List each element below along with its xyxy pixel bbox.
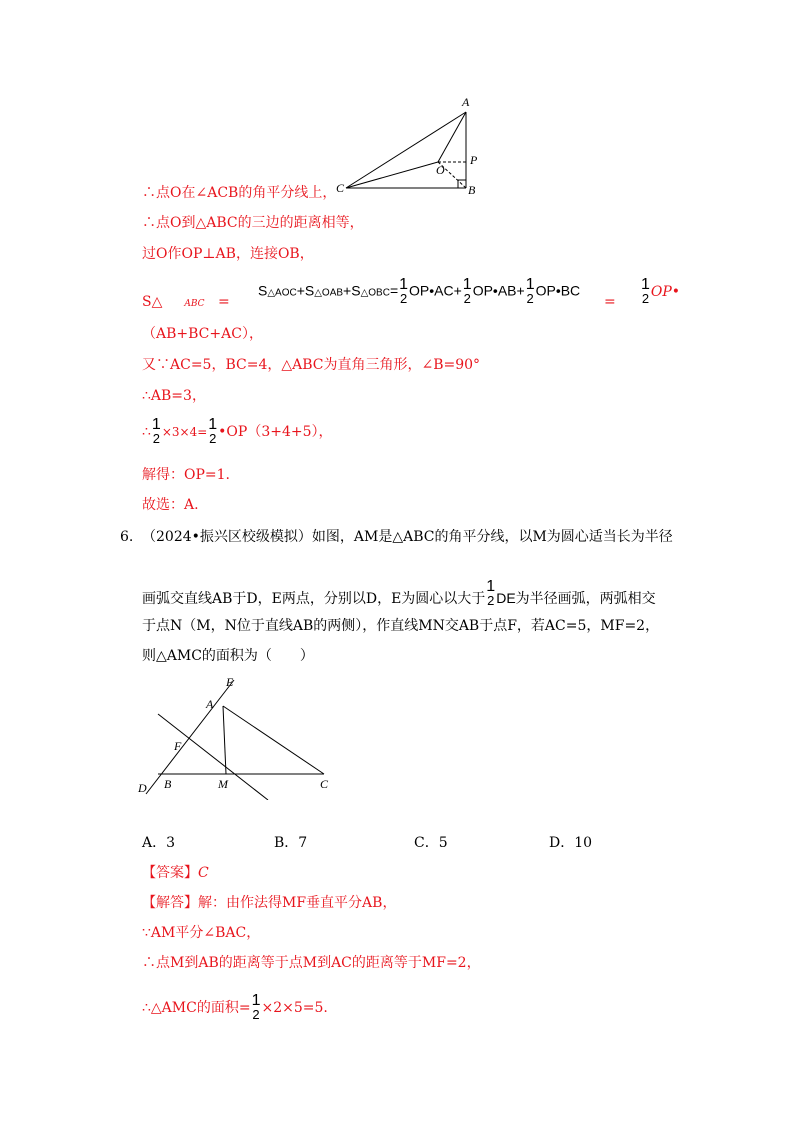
question-line-4: 则△AMC的面积为（ ） — [142, 648, 314, 664]
question-line-3: 于点N（M，N位于直线AB的两侧），作直线MN交AB于点F，若AC=5，MF=2， — [142, 618, 660, 634]
label-A: A — [206, 697, 214, 711]
area-eq-1: = — [218, 294, 230, 310]
triangle-figure-2 — [132, 672, 352, 800]
text-line-8: ∴ 1 2 ×3×4= 1 2 •OP（3+4+5）， — [142, 416, 333, 446]
solution-line-3: ∴点M到AB的距离等于点M到AC的距离等于MF=2， — [142, 955, 481, 971]
label-D: D — [138, 781, 147, 795]
text-line-5: （AB+BC+AC）， — [142, 326, 263, 342]
option-c[interactable]: C．5 — [414, 835, 448, 851]
label-B: B — [468, 183, 476, 197]
solution-line-4: ∴△AMC的面积= 1 2 ×2×5=5. — [142, 992, 328, 1022]
solution-line-2: ∵AM平分∠BAC， — [142, 925, 261, 941]
question-line-2: 画弧交直线AB于D，E两点，分别以D，E为圆心以大于 1 2 DE为半径画弧，两弧相交 — [142, 578, 656, 608]
option-a[interactable]: A．3 — [142, 835, 176, 851]
label-M: M — [218, 777, 228, 791]
text-line-3: 过O作OP⊥AB，连接OB， — [142, 246, 314, 262]
text-line-6: 又∵AC=5，BC=4，△ABC为直角三角形，∠B=90° — [142, 357, 481, 373]
label-O: O — [436, 163, 445, 177]
label-C: C — [320, 777, 329, 791]
label-P: P — [470, 153, 478, 167]
label-B: B — [164, 777, 172, 791]
label-C: C — [336, 181, 345, 195]
option-b[interactable]: B．7 — [274, 835, 308, 851]
text-line-7: ∴AB=3， — [142, 388, 206, 404]
text-line-9: 解得：OP=1. — [142, 467, 230, 483]
text-line-1: ∴点O在∠ACB的角平分线上， — [142, 185, 337, 201]
label-E: E — [226, 675, 234, 689]
question-line-1: （2024•振兴区校级模拟）如图，AM是△ABC的角平分线，以M为圆心适当长为半径 — [142, 529, 673, 545]
text-line-10: 故选：A. — [142, 497, 199, 513]
area-lhs: S△ ABC — [142, 294, 205, 310]
label-F: F — [174, 739, 182, 753]
area-rhs: 1 2 OP• — [641, 276, 681, 306]
area-eq-2: = — [604, 294, 616, 310]
triangle-figure-1 — [330, 92, 490, 202]
text-line-2: ∴点O到△ABC的三边的距离相等， — [142, 215, 364, 231]
label-A: A — [462, 95, 470, 109]
option-d[interactable]: D．10 — [549, 835, 593, 851]
answer-line: 【答案】C — [142, 865, 209, 881]
area-formula: S△AOC+S△OAB+S△OBC= 1 2 OP•AC+ 1 2 OP•AB+ 1 2 OP•BC — [258, 276, 581, 306]
question-number: 6. — [120, 529, 134, 545]
solution-line-1: 【解答】解：由作法得MF垂直平分AB， — [142, 895, 397, 911]
